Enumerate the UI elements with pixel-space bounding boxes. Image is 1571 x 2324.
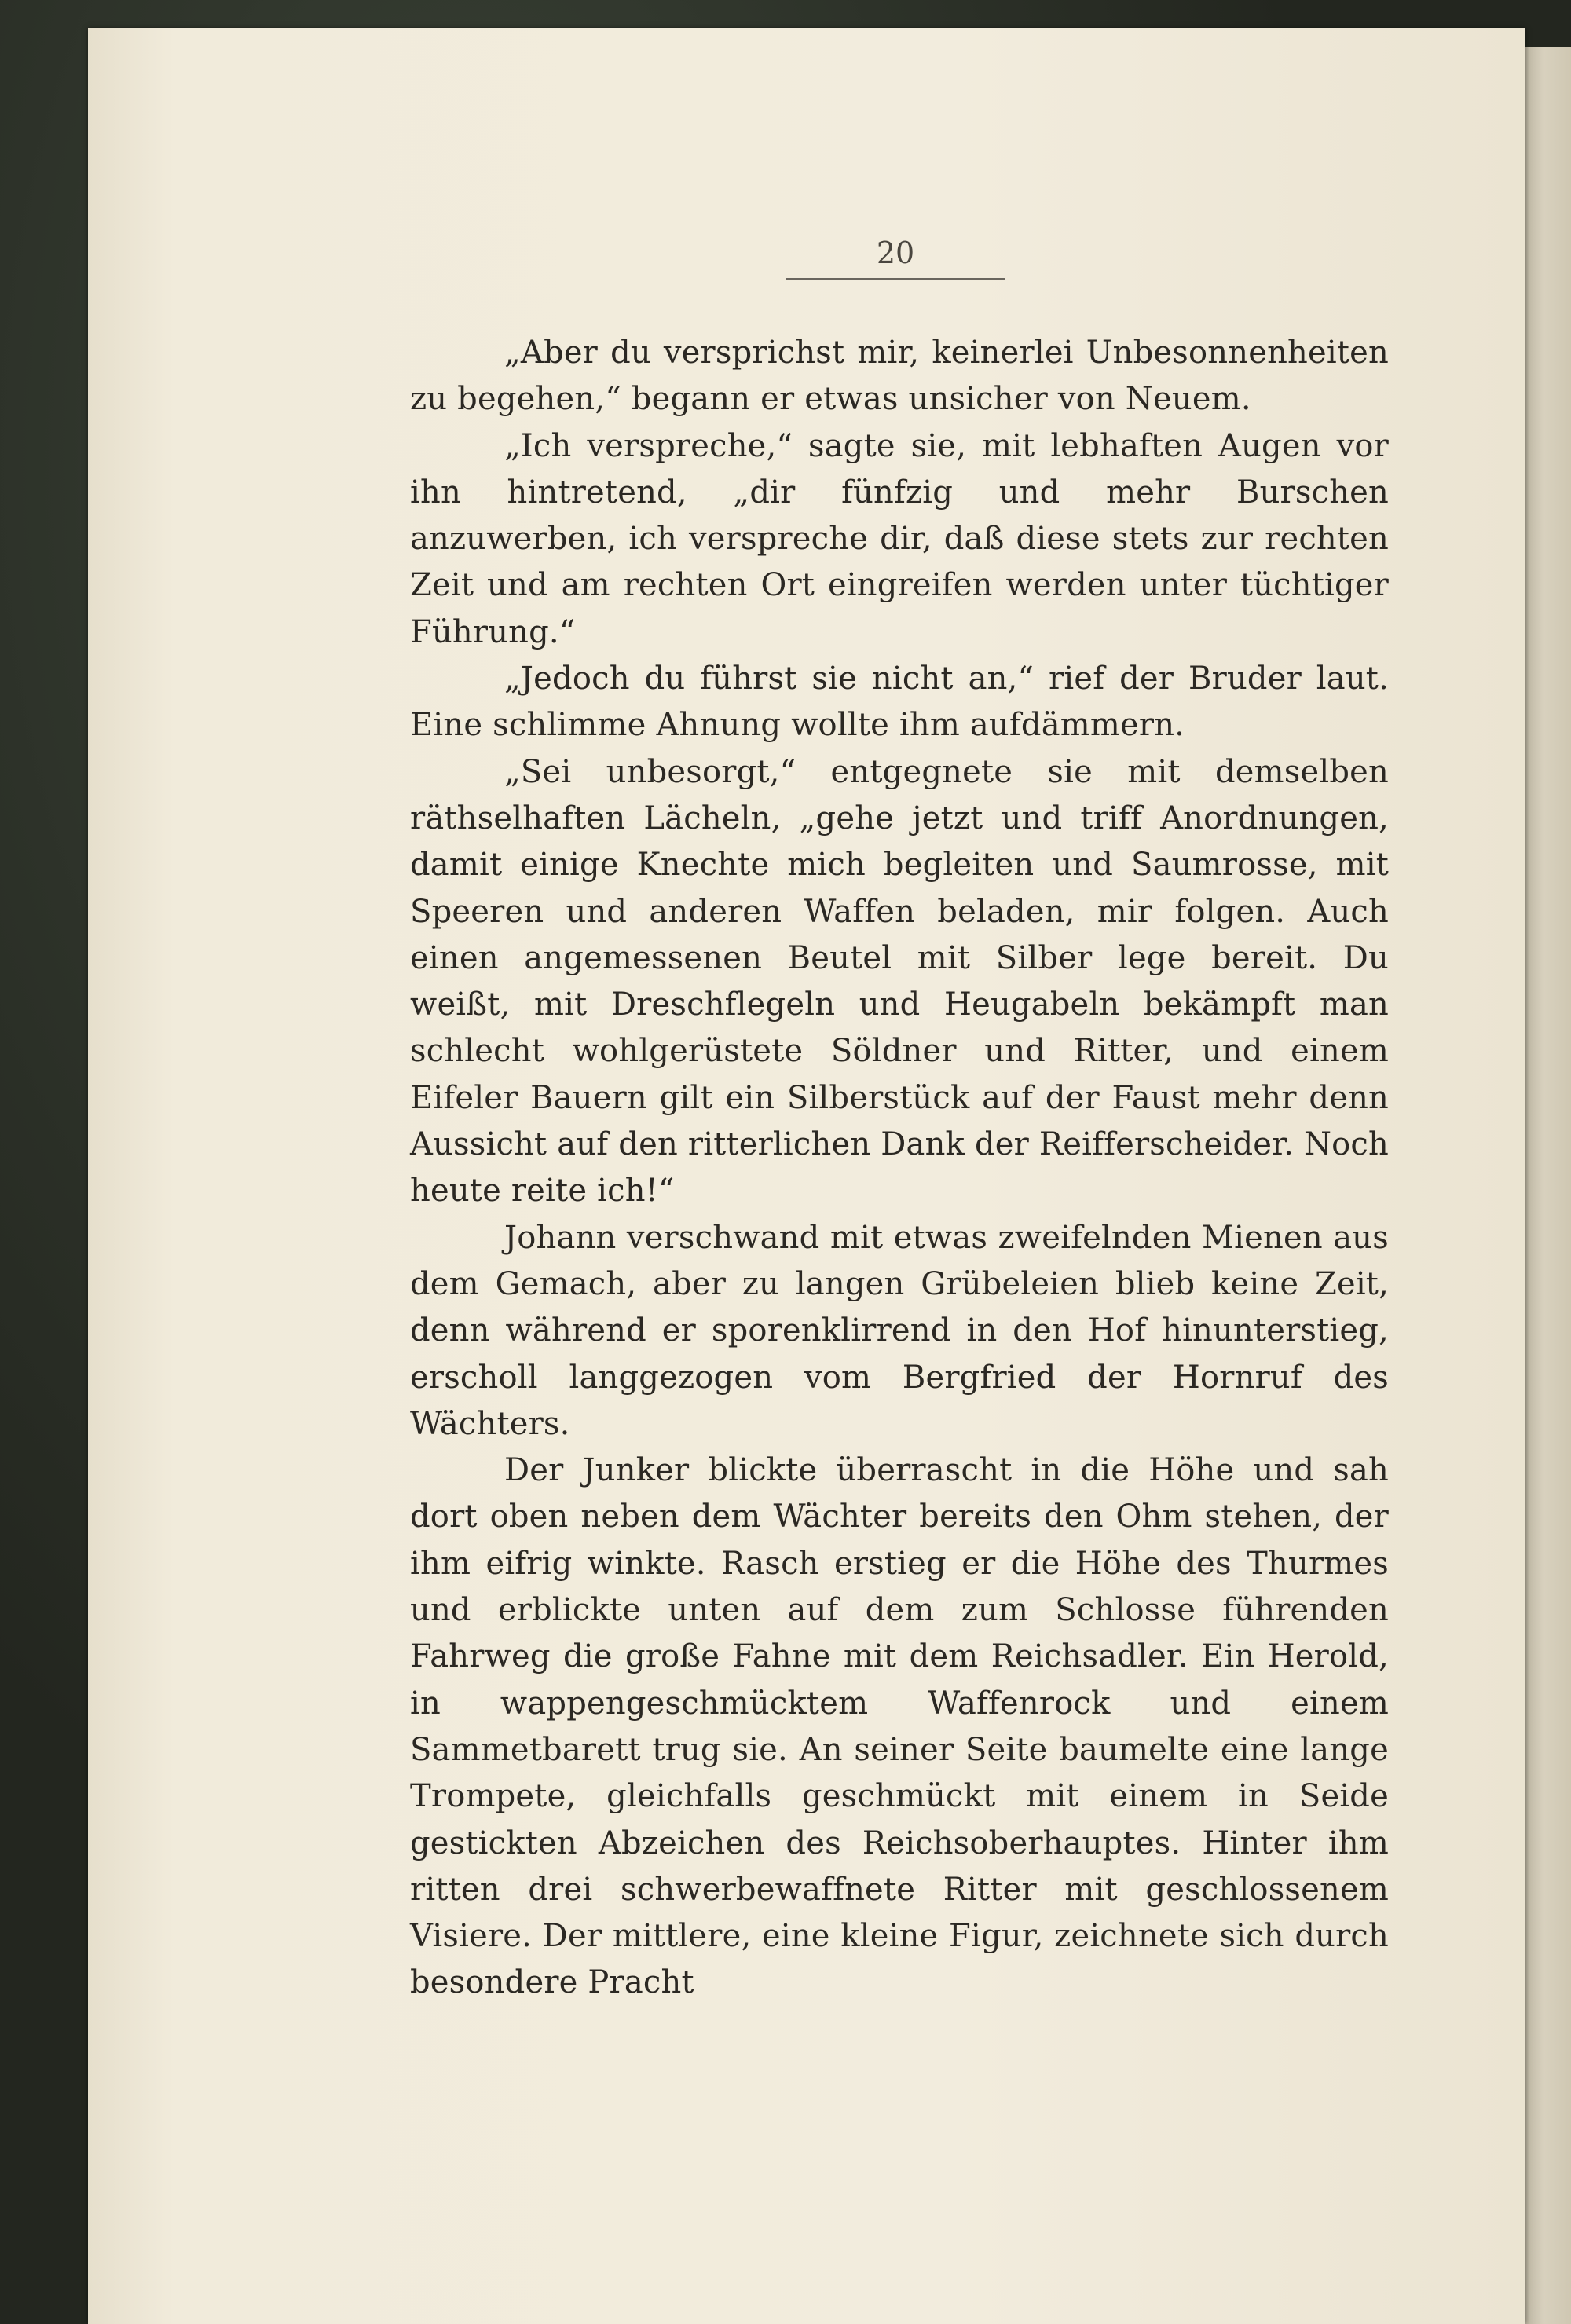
paragraph: „Ich verspreche,“ sagte sie, mit lebhaften Augen vor ihn hintretend, „dir fünfzig und mehr Burschen anzuwerben, ich verspreche dir, daß diese stets zur rechten Zeit und am rechten Ort eingreifen werden unter tüchtiger Führung.“ xyxy=(410,427,1389,650)
body-text xyxy=(410,330,1389,2007)
paragraph: „Jedoch du führst sie nicht an,“ rief der Bruder laut. Eine schlimme Ahnung wollte ihm aufdämmern. xyxy=(410,661,1389,744)
page-number: 20 xyxy=(876,236,915,270)
header-rule xyxy=(786,278,1005,280)
paragraph: Der Junker blickte überrascht in die Höhe und sah dort oben neben dem Wächter bereits den Ohm stehen, der ihm eifrig winkte. Rasch erstieg er die Höhe des Thurmes und erblickte unten auf dem zum Schlosse führenden Fahrweg die große Fahne mit dem Reichsadler. Ein Herold, in wappengeschmücktem Waffenrock und einem Sammetbarett trug sie. An seiner Seite baumelte eine lange Trompete, gleichfalls geschmückt mit einem in Seide gestickten Abzeichen des Reichsoberhauptes. Hinter ihm ritten drei schwerbewaffnete Ritter mit geschlossenem Visiere. Der mittlere, eine kleine Figur, zeichnete sich durch besondere Pracht xyxy=(410,1452,1389,2001)
facing-page-edge xyxy=(1525,47,1571,2324)
paragraph: Johann verschwand mit etwas zweifelnden Mienen aus dem Gemach, aber zu langen Grübeleien blieb keine Zeit, denn während er sporenklirrend in den Hof hinunterstieg, erscholl langgezogen vom Bergfried der Hornruf des Wächters. xyxy=(410,1219,1389,1442)
paragraph: „Aber du versprichst mir, keinerlei Unbesonnenheiten zu begehen,“ begann er etwas unsicher von Neuem. xyxy=(410,335,1389,418)
paragraph: „Sei unbesorgt,“ entgegnete sie mit demselben räthselhaften Lächeln, „gehe jetzt und triff Anordnungen, damit einige Knechte mich begleiten und Saumrosse, mit Speeren und anderen Waffen beladen, mir folgen. Auch einen angemessenen Beutel mit Silber lege bereit. Du weißt, mit Dreschflegeln und Heugabeln bekämpft man schlecht wohlgerüstete Söldner und Ritter, und einem Eifeler Bauern gilt ein Silberstück auf der Faust mehr denn Aussicht auf den ritterlichen Dank der Reifferscheider. Noch heute reite ich!“ xyxy=(410,753,1389,1210)
